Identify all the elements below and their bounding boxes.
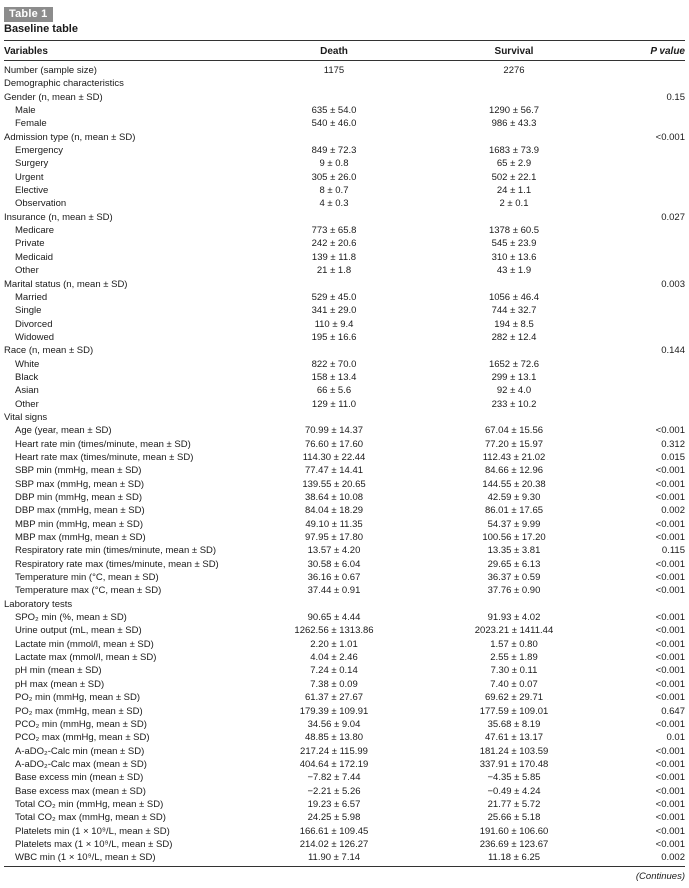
table-row (4, 745, 685, 758)
row-label: Urine output (mL, mean ± SD) (15, 625, 142, 637)
p-value-cell: <0.001 (655, 532, 685, 544)
table-row (4, 411, 685, 424)
row-label: Gender (n, mean ± SD) (4, 91, 103, 103)
row-label: Other (15, 265, 39, 277)
table-row (4, 638, 685, 651)
row-label: Platelets min (1 × 10⁹/L, mean ± SD) (15, 825, 170, 837)
row-label: Platelets max (1 × 10⁹/L, mean ± SD) (15, 838, 173, 850)
row-label: Heart rate min (times/minute, mean ± SD) (15, 438, 191, 450)
survival-cell: 21.77 ± 5.72 (487, 798, 541, 810)
row-label: Respiratory rate min (times/minute, mean ± SD) (15, 545, 217, 557)
survival-cell: 1652 ± 72.6 (488, 358, 540, 370)
death-cell: 849 ± 72.3 (311, 145, 357, 157)
table-row (4, 811, 685, 824)
p-value-cell: <0.001 (655, 665, 685, 677)
p-value-cell: 0.01 (666, 732, 685, 744)
table-row (4, 718, 685, 731)
row-label: SBP max (mmHg, mean ± SD) (15, 478, 145, 490)
p-value-cell: <0.001 (655, 572, 685, 584)
p-value-cell: <0.001 (655, 131, 685, 143)
survival-cell: 37.76 ± 0.90 (487, 585, 541, 597)
survival-cell: 545 ± 23.9 (491, 238, 537, 250)
row-label: Insurance (n, mean ± SD) (4, 211, 113, 223)
row-label: Urgent (15, 171, 44, 183)
survival-cell: 112.43 ± 21.02 (482, 451, 546, 463)
table-row (4, 131, 685, 144)
table-row (4, 451, 685, 464)
row-label: Medicaid (15, 251, 54, 263)
death-cell: 8 ± 0.7 (319, 185, 349, 197)
table-row (4, 838, 685, 851)
table-row (4, 825, 685, 838)
table-row (4, 398, 685, 411)
table-row (4, 197, 685, 210)
row-label: Base excess min (mean ± SD) (15, 772, 144, 784)
death-cell: 30.58 ± 6.04 (307, 558, 361, 570)
table-row (4, 237, 685, 250)
table-row (4, 318, 685, 331)
p-value-cell: <0.001 (655, 425, 685, 437)
table-row (4, 705, 685, 718)
death-cell: 529 ± 45.0 (311, 291, 357, 303)
p-value-cell: <0.001 (655, 625, 685, 637)
p-value-cell: 0.002 (661, 505, 685, 517)
death-cell: 11.90 ± 7.14 (307, 852, 361, 864)
row-label: Total CO₂ max (mmHg, mean ± SD) (15, 812, 166, 824)
survival-cell: 1290 ± 56.7 (488, 105, 540, 117)
row-label: Number (sample size) (4, 65, 97, 76)
p-value-cell: <0.001 (655, 612, 685, 624)
row-label: SBP min (mmHg, mean ± SD) (15, 465, 142, 477)
row-label: Age (year, mean ± SD) (15, 425, 112, 437)
row-label: DBP min (mmHg, mean ± SD) (15, 492, 142, 503)
p-value-cell: <0.001 (655, 558, 685, 570)
row-label: Married (15, 291, 48, 303)
table-row (4, 117, 685, 130)
p-value-cell: <0.001 (655, 585, 685, 597)
table-row (4, 331, 685, 344)
survival-cell: 36.37 ± 0.59 (487, 572, 541, 584)
p-value-cell: 0.15 (666, 91, 685, 103)
row-label: PCO₂ max (mmHg, mean ± SD) (15, 732, 150, 744)
row-label: DBP max (mmHg, mean ± SD) (15, 505, 145, 517)
row-label: Surgery (15, 158, 49, 170)
table-row (4, 344, 685, 357)
survival-cell: 100.56 ± 17.20 (482, 532, 546, 544)
table-row (4, 104, 685, 117)
survival-cell: 69.62 ± 29.71 (484, 692, 544, 704)
row-label: Widowed (15, 331, 55, 343)
survival-cell: 744 ± 32.7 (491, 305, 537, 317)
survival-cell: 310 ± 13.6 (491, 251, 537, 263)
table-row (4, 304, 685, 317)
death-cell: 84.04 ± 18.29 (304, 505, 364, 517)
p-value-cell: 0.002 (661, 852, 685, 864)
survival-cell: 337.91 ± 170.48 (479, 758, 549, 770)
p-value-cell: <0.001 (655, 745, 685, 757)
p-value-cell: 0.115 (661, 545, 685, 557)
survival-cell: 1.57 ± 0.80 (490, 638, 538, 650)
table-row (4, 544, 685, 557)
table-row (4, 478, 685, 491)
p-value-cell: <0.001 (655, 825, 685, 837)
row-label: Private (15, 238, 45, 250)
death-cell: 4 ± 0.3 (319, 198, 349, 210)
table-row (4, 584, 685, 597)
row-label: White (15, 358, 40, 370)
bottom-rule (4, 866, 685, 867)
table-row (4, 224, 685, 237)
death-cell: 341 ± 29.0 (311, 305, 357, 317)
p-value-cell: <0.001 (655, 718, 685, 730)
table-row (4, 571, 685, 584)
death-cell: 70.99 ± 14.37 (304, 425, 364, 437)
death-cell: 21 ± 1.8 (316, 265, 352, 277)
row-label: Temperature min (°C, mean ± SD) (15, 572, 159, 584)
row-label: Marital status (n, mean ± SD) (4, 278, 128, 290)
p-value-cell: <0.001 (655, 772, 685, 784)
p-value-cell: 0.015 (661, 451, 685, 463)
row-label: MBP max (mmHg, mean ± SD) (15, 532, 146, 544)
table-row (4, 691, 685, 704)
row-label: Elective (15, 185, 49, 197)
row-label: Female (15, 118, 47, 130)
survival-cell: 986 ± 43.3 (491, 118, 537, 130)
survival-cell: 43 ± 1.9 (496, 265, 532, 277)
table-header (4, 46, 685, 58)
table-row (4, 91, 685, 104)
row-label: Male (15, 105, 36, 117)
row-label: Demographic characteristics (4, 78, 124, 90)
table-row (4, 184, 685, 197)
survival-cell: 47.61 ± 13.17 (484, 732, 544, 744)
table-row (4, 157, 685, 170)
survival-cell: 233 ± 10.2 (491, 398, 537, 410)
survival-cell: 181.24 ± 103.59 (479, 745, 549, 757)
table-row (4, 598, 685, 611)
table-caption: Baseline table (4, 23, 78, 35)
death-cell: 822 ± 70.0 (311, 358, 357, 370)
death-cell: 77.47 ± 14.41 (304, 465, 364, 477)
row-label: Divorced (15, 318, 53, 330)
row-label: Laboratory tests (4, 598, 73, 610)
row-label: pH max (mean ± SD) (15, 678, 105, 690)
table-row (4, 798, 685, 811)
p-value-cell: <0.001 (655, 812, 685, 824)
row-label: Medicare (15, 225, 55, 237)
survival-cell: 13.35 ± 3.81 (487, 545, 541, 557)
death-cell: 217.24 ± 115.99 (300, 745, 368, 757)
death-cell: 24.25 ± 5.98 (307, 812, 361, 824)
row-label: Emergency (15, 145, 64, 157)
table-tag: Table 1 (4, 7, 53, 22)
header-survival: Survival (494, 46, 534, 57)
survival-cell: 1378 ± 60.5 (488, 225, 540, 237)
header-p-value: P value (650, 46, 685, 57)
survival-cell: 2.55 ± 1.89 (490, 652, 538, 664)
death-cell: 773 ± 65.8 (311, 225, 357, 237)
survival-cell: 2023.21 ± 1411.44 (474, 625, 554, 637)
table-row (4, 77, 685, 90)
table-row (4, 424, 685, 437)
death-cell: 38.64 ± 10.08 (304, 492, 364, 503)
row-label: Other (15, 398, 39, 410)
header-death: Death (320, 46, 348, 57)
survival-cell: 1683 ± 73.9 (488, 145, 540, 157)
table-row (4, 531, 685, 544)
row-label: MBP min (mmHg, mean ± SD) (15, 518, 144, 530)
death-cell: 404.64 ± 172.19 (299, 758, 369, 770)
table-row (4, 611, 685, 624)
survival-cell: 65 ± 2.9 (496, 158, 532, 170)
row-label: Base excess max (mean ± SD) (15, 785, 146, 797)
death-cell: 9 ± 0.8 (319, 158, 349, 170)
survival-cell: 299 ± 13.1 (491, 371, 537, 383)
survival-cell: 2 ± 0.1 (499, 198, 529, 210)
header-rule (4, 60, 685, 61)
table-row (4, 651, 685, 664)
table-row (4, 384, 685, 397)
table-row (4, 251, 685, 264)
death-cell: 76.60 ± 17.60 (304, 438, 364, 450)
p-value-cell: <0.001 (655, 638, 685, 650)
death-cell: 305 ± 26.0 (311, 171, 357, 183)
row-label: A-aDO₂-Calc min (mean ± SD) (15, 745, 145, 757)
death-cell: 166.61 ± 109.45 (299, 825, 369, 837)
survival-cell: −4.35 ± 5.85 (487, 772, 541, 784)
death-cell: 1175 (323, 65, 345, 76)
row-label: WBC min (1 × 10⁹/L, mean ± SD) (15, 852, 156, 864)
p-value-cell: <0.001 (655, 798, 685, 810)
p-value-cell: 0.027 (661, 211, 685, 223)
survival-cell: 194 ± 8.5 (494, 318, 534, 330)
death-cell: 195 ± 16.6 (311, 331, 357, 343)
row-label: Vital signs (4, 411, 48, 423)
table-row (4, 624, 685, 637)
row-label: pH min (mean ± SD) (15, 665, 102, 677)
death-cell: 2.20 ± 1.01 (310, 638, 358, 650)
p-value-cell: <0.001 (655, 492, 685, 503)
survival-cell: 11.18 ± 6.25 (487, 852, 541, 864)
table-row (4, 171, 685, 184)
survival-cell: 144.55 ± 20.38 (482, 478, 546, 490)
survival-cell: 7.40 ± 0.07 (490, 678, 538, 690)
death-cell: 49.10 ± 11.35 (305, 518, 363, 530)
death-cell: 90.65 ± 4.44 (307, 612, 361, 624)
p-value-cell: <0.001 (655, 785, 685, 797)
p-value-cell: <0.001 (655, 518, 685, 530)
death-cell: 97.95 ± 17.80 (304, 532, 364, 544)
survival-cell: 25.66 ± 5.18 (487, 812, 541, 824)
p-value-cell: <0.001 (655, 838, 685, 850)
death-cell: 158 ± 13.4 (311, 371, 357, 383)
death-cell: 129 ± 11.0 (311, 398, 357, 410)
death-cell: 139 ± 11.8 (311, 251, 357, 263)
table-row (4, 64, 685, 77)
table-row (4, 758, 685, 771)
survival-cell: 2276 (503, 65, 525, 76)
continues-note: (Continues) (635, 871, 685, 882)
table-row (4, 358, 685, 371)
table-row (4, 438, 685, 451)
death-cell: 114.30 ± 22.44 (302, 451, 366, 463)
row-label: PO₂ min (mmHg, mean ± SD) (15, 692, 141, 704)
p-value-cell: 0.144 (661, 345, 685, 357)
p-value-cell: 0.312 (661, 438, 685, 450)
death-cell: 19.23 ± 6.57 (307, 798, 361, 810)
table-row (4, 731, 685, 744)
death-cell: 61.37 ± 27.67 (304, 692, 364, 704)
survival-cell: 1056 ± 46.4 (488, 291, 540, 303)
survival-cell: 91.93 ± 4.02 (487, 612, 541, 624)
row-label: Admission type (n, mean ± SD) (4, 131, 136, 143)
row-label: PCO₂ min (mmHg, mean ± SD) (15, 718, 147, 730)
survival-cell: 29.65 ± 6.13 (487, 558, 541, 570)
table-row (4, 264, 685, 277)
death-cell: 4.04 ± 2.46 (310, 652, 358, 664)
row-label: Total CO₂ min (mmHg, mean ± SD) (15, 798, 164, 810)
survival-cell: 282 ± 12.4 (491, 331, 537, 343)
death-cell: 139.55 ± 20.65 (302, 478, 366, 490)
row-label: Observation (15, 198, 67, 210)
survival-cell: 236.69 ± 123.67 (479, 838, 549, 850)
death-cell: 37.44 ± 0.91 (307, 585, 361, 597)
survival-cell: 7.30 ± 0.11 (490, 665, 538, 677)
survival-cell: 24 ± 1.1 (496, 185, 532, 197)
row-label: Temperature max (°C, mean ± SD) (15, 585, 162, 597)
death-cell: −2.21 ± 5.26 (307, 785, 361, 797)
survival-cell: 84.66 ± 12.96 (484, 465, 544, 477)
death-cell: 214.02 ± 126.27 (299, 838, 369, 850)
p-value-cell: <0.001 (655, 758, 685, 770)
row-label: Race (n, mean ± SD) (4, 345, 94, 357)
death-cell: 242 ± 20.6 (311, 238, 357, 250)
row-label: Black (15, 371, 39, 383)
death-cell: 13.57 ± 4.20 (307, 545, 361, 557)
death-cell: 48.85 ± 13.80 (304, 732, 364, 744)
p-value-cell: <0.001 (655, 692, 685, 704)
death-cell: 1262.56 ± 1313.86 (294, 625, 374, 637)
table-row (4, 664, 685, 677)
row-label: PO₂ max (mmHg, mean ± SD) (15, 705, 143, 717)
survival-cell: −0.49 ± 4.24 (487, 785, 541, 797)
table-row (4, 464, 685, 477)
death-cell: 179.39 ± 109.91 (299, 705, 369, 717)
table-row (4, 518, 685, 531)
table-row (4, 278, 685, 291)
survival-cell: 67.04 ± 15.56 (484, 425, 544, 437)
table-row (4, 558, 685, 571)
header-variables: Variables (4, 46, 48, 57)
p-value-cell: <0.001 (655, 652, 685, 664)
row-label: Lactate min (mmol/l, mean ± SD) (15, 638, 154, 650)
table-row (4, 371, 685, 384)
survival-cell: 177.59 ± 109.01 (479, 705, 549, 717)
table-row (4, 491, 685, 504)
p-value-cell: <0.001 (655, 678, 685, 690)
row-label: A-aDO₂-Calc max (mean ± SD) (15, 758, 147, 770)
row-label: Respiratory rate max (times/minute, mean ± SD) (15, 558, 219, 570)
survival-cell: 35.68 ± 8.19 (487, 718, 541, 730)
p-value-cell: 0.647 (661, 705, 685, 717)
survival-cell: 54.37 ± 9.99 (487, 518, 541, 530)
table-row (4, 785, 685, 798)
table-body (4, 64, 685, 865)
table-row (4, 504, 685, 517)
death-cell: 635 ± 54.0 (311, 105, 357, 117)
row-label: Single (15, 305, 42, 317)
table-row (4, 851, 685, 864)
row-label: Lactate max (mmol/l, mean ± SD) (15, 652, 157, 664)
survival-cell: 42.59 ± 9.30 (487, 492, 541, 503)
row-label: Heart rate max (times/minute, mean ± SD) (15, 451, 194, 463)
death-cell: 34.56 ± 9.04 (307, 718, 361, 730)
p-value-cell: <0.001 (655, 465, 685, 477)
table-row (4, 144, 685, 157)
top-rule (4, 40, 685, 41)
survival-cell: 502 ± 22.1 (491, 171, 537, 183)
survival-cell: 92 ± 4.0 (496, 385, 532, 397)
p-value-cell: 0.003 (661, 278, 685, 290)
death-cell: 540 ± 46.0 (311, 118, 357, 130)
row-label: Asian (15, 385, 39, 397)
table-row (4, 211, 685, 224)
p-value-cell: <0.001 (655, 478, 685, 490)
row-label: SPO₂ min (%, mean ± SD) (15, 612, 127, 624)
table-row (4, 771, 685, 784)
death-cell: 110 ± 9.4 (314, 318, 354, 330)
table-row (4, 678, 685, 691)
death-cell: 7.38 ± 0.09 (310, 678, 358, 690)
death-cell: 7.24 ± 0.14 (310, 665, 358, 677)
death-cell: 36.16 ± 0.67 (307, 572, 361, 584)
table-row (4, 291, 685, 304)
death-cell: −7.82 ± 7.44 (307, 772, 361, 784)
survival-cell: 86.01 ± 17.65 (484, 505, 544, 517)
death-cell: 66 ± 5.6 (316, 385, 352, 397)
survival-cell: 77.20 ± 15.97 (484, 438, 544, 450)
survival-cell: 191.60 ± 106.60 (479, 825, 549, 837)
